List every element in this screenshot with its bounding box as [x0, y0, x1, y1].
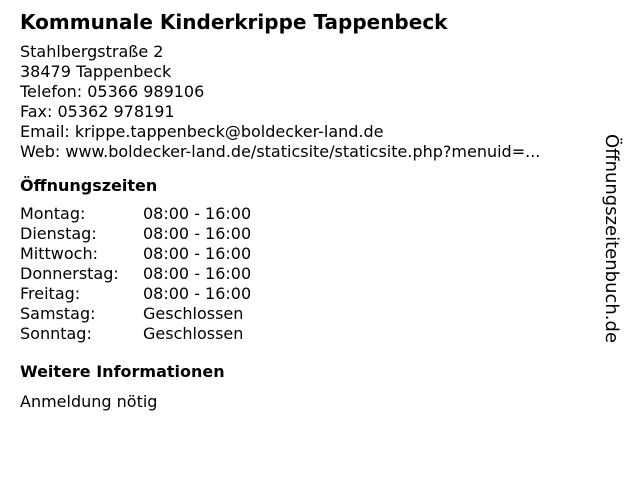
city-address: 38479 Tappenbeck [20, 62, 172, 81]
time-value: 08:00 - 16:00 [143, 264, 252, 283]
time-value: 08:00 - 16:00 [143, 244, 252, 263]
day-label: Mittwoch: [20, 244, 98, 263]
contact-block [20, 42, 610, 162]
day-label: Dienstag: [20, 224, 97, 243]
time-value: Geschlossen [143, 304, 244, 323]
hours-row-monday [20, 204, 251, 224]
hours-row-friday [20, 284, 251, 304]
day-label: Samstag: [20, 304, 96, 323]
time-value: 08:00 - 16:00 [143, 204, 252, 223]
phone-number: Telefon: 05366 989106 [20, 82, 205, 101]
day-label: Freitag: [20, 284, 81, 303]
business-name: Kommunale Kinderkrippe Tappenbeck [20, 10, 448, 34]
time-value: Geschlossen [143, 324, 244, 343]
more-info-text: Anmeldung nötig [20, 392, 158, 411]
day-label: Montag: [20, 204, 86, 223]
opening-hours-heading: Öffnungszeiten [20, 176, 158, 195]
hours-row-saturday [20, 304, 251, 324]
street-address: Stahlbergstraße 2 [20, 42, 164, 61]
brand-watermark: Öffnungszeitenbuch.de [601, 134, 622, 344]
website-link: Web: www.boldecker-land.de/staticsite/staticsite.php?menuid=... [20, 142, 541, 161]
hours-row-tuesday [20, 224, 251, 244]
hours-row-thursday [20, 264, 251, 284]
time-value: 08:00 - 16:00 [143, 284, 252, 303]
email-address: Email: krippe.tappenbeck@boldecker-land.de [20, 122, 384, 141]
day-label: Sonntag: [20, 324, 92, 343]
hours-row-sunday [20, 324, 251, 344]
time-value: 08:00 - 16:00 [143, 224, 252, 243]
opening-hours-table [20, 204, 251, 344]
fax-number: Fax: 05362 978191 [20, 102, 175, 121]
day-label: Donnerstag: [20, 264, 119, 283]
hours-row-wednesday [20, 244, 251, 264]
business-card [20, 10, 610, 412]
more-info-heading: Weitere Informationen [20, 362, 225, 381]
